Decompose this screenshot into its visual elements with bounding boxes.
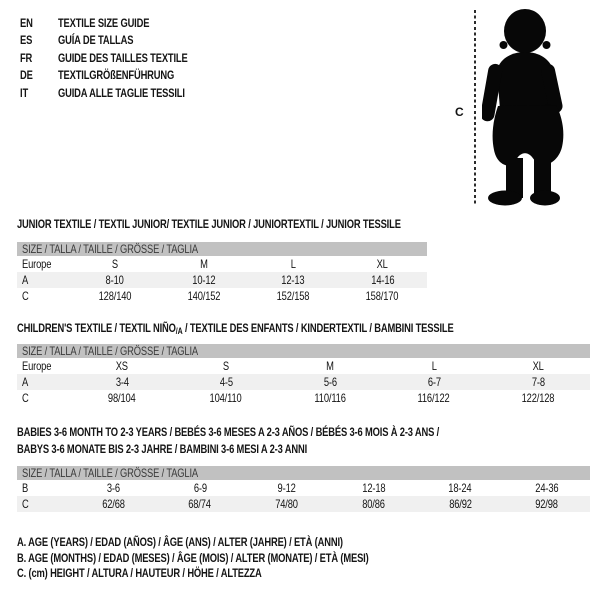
height-measure-line — [474, 10, 476, 206]
table-body — [17, 480, 590, 512]
language-code — [20, 32, 58, 49]
language-code — [20, 50, 58, 67]
size-cell-text: 122/128 — [521, 391, 555, 405]
size-cell — [157, 496, 244, 512]
size-cell-text: 74/80 — [275, 497, 298, 511]
size-cell — [70, 288, 159, 304]
size-cell — [70, 480, 157, 496]
baby-silhouette-icon — [482, 8, 577, 208]
table-title-children — [17, 320, 577, 337]
footnote-line — [17, 551, 468, 567]
language-code-text: FR — [20, 50, 33, 65]
size-cell-text: 92/98 — [535, 497, 559, 511]
footnote-text: B. AGE (MONTHS) / EDAD (MESES) / ÂGE (MOIS) / ALTER (MONATE) / ETÀ (MESI) — [17, 550, 369, 565]
size-cell-text: S — [111, 257, 118, 271]
row-label-text: B — [22, 481, 29, 495]
size-cell-text: XS — [115, 359, 129, 373]
table-title-text — [17, 441, 307, 458]
footnote-text: A. AGE (YEARS) / EDAD (AÑOS) / ÂGE (ANS) / ALTER (JAHRE) / ETÀ (ANNI) — [17, 535, 343, 549]
size-cell — [417, 480, 504, 496]
size-cell-text: 9-12 — [277, 481, 296, 495]
row-label-text: Europe — [22, 359, 52, 373]
row-label — [17, 374, 70, 390]
language-item — [20, 85, 224, 102]
size-cell-text: 6-7 — [427, 375, 441, 389]
row-label — [17, 358, 70, 374]
size-cell — [249, 288, 338, 304]
language-title-text: GUÍA DE TALLAS — [58, 33, 134, 48]
size-cell-text: M — [326, 359, 334, 373]
table-row — [17, 374, 590, 390]
footnote-text: C. (cm) HEIGHT / ALTURA / HAUTEUR / HÖHE / ALTEZZA — [17, 566, 262, 581]
table-title-line — [17, 441, 558, 458]
title-segment: BABYS 3-6 MONATE BIS 2-3 JAHRE / BAMBINI 3-6 MESI A 2-3 ANNI — [17, 442, 308, 456]
footnote-line — [17, 566, 468, 582]
size-cell — [382, 390, 486, 406]
size-cell-text: 116/122 — [417, 391, 451, 405]
size-cell-text: 14-16 — [370, 273, 394, 287]
footnote-line — [17, 535, 468, 551]
size-cell-text: 140/152 — [187, 289, 221, 303]
language-title — [58, 85, 221, 102]
table-title-line — [17, 320, 577, 337]
junior-textile-table — [17, 242, 427, 304]
size-cell-text: L — [431, 359, 437, 373]
size-cell — [159, 272, 248, 288]
language-item — [20, 67, 224, 84]
size-cell-text: XL — [376, 257, 388, 271]
size-cell-text: XL — [532, 359, 544, 373]
size-cell — [249, 272, 338, 288]
table-body — [17, 358, 590, 406]
size-cell — [174, 374, 278, 390]
row-label-text: C — [22, 497, 29, 511]
size-cell — [382, 358, 486, 374]
table-title-text — [17, 216, 401, 233]
title-segment: / TEXTILE DES ENFANTS / KINDERTEXTIL / BAMBINI TESSILE — [182, 321, 454, 335]
language-title-text: TEXTILE SIZE GUIDE — [58, 16, 150, 30]
size-cell — [486, 390, 590, 406]
language-title — [58, 67, 207, 84]
language-item — [20, 50, 224, 67]
size-cell — [278, 358, 382, 374]
size-cell — [486, 374, 590, 390]
size-cell-text: 128/140 — [98, 289, 131, 303]
language-code-text: DE — [20, 68, 33, 83]
title-segment: JUNIOR TEXTILE / TEXTIL JUNIOR/ TEXTILE JUNIOR / JUNIORTEXTIL / JUNIOR TESSILE — [17, 217, 401, 231]
size-cell — [503, 496, 590, 512]
table-body — [17, 256, 427, 304]
language-title-text: GUIDE DES TAILLES TEXTILE — [58, 50, 188, 65]
language-title-text: TEXTILGRÖßENFÜHRUNG — [58, 68, 175, 83]
size-cell-text: 110/116 — [314, 391, 346, 405]
table-header-label: SIZE / TALLA / TAILLE / GRÖSSE / TAGLIA — [22, 242, 198, 256]
size-cell-text: 158/170 — [365, 289, 399, 303]
size-cell — [278, 374, 382, 390]
size-cell — [338, 288, 427, 304]
size-cell — [486, 358, 590, 374]
row-label — [17, 480, 70, 496]
footnotes — [17, 535, 468, 582]
table-header-label: SIZE / TALLA / TAILLE / GRÖSSE / TAGLIA — [22, 344, 198, 358]
size-cell — [330, 496, 417, 512]
row-label — [17, 272, 70, 288]
table-row — [17, 288, 427, 304]
table-header-bar — [17, 242, 427, 256]
table-title-text — [17, 320, 454, 340]
row-label — [17, 256, 70, 272]
size-cell — [503, 480, 590, 496]
size-cell-text: 68/74 — [188, 497, 212, 511]
row-label-text: A — [22, 375, 29, 389]
table-header-bar — [17, 466, 590, 480]
size-cell-text: 18-24 — [448, 481, 472, 495]
size-cell — [278, 390, 382, 406]
table-header-label: SIZE / TALLA / TAILLE / GRÖSSE / TAGLIA — [22, 466, 198, 480]
size-cell-text: 8-10 — [105, 273, 124, 287]
language-code — [20, 85, 58, 102]
size-cell — [249, 256, 338, 272]
size-cell-text: 86/92 — [448, 497, 472, 511]
language-title — [58, 50, 224, 67]
size-cell-text: 104/110 — [209, 391, 243, 405]
table-row — [17, 358, 590, 374]
table-row — [17, 496, 590, 512]
row-label — [17, 390, 70, 406]
childrens-textile-table — [17, 344, 590, 406]
size-cell — [70, 256, 159, 272]
size-cell-text: 62/68 — [102, 497, 125, 511]
language-item — [20, 32, 224, 49]
size-cell-text: S — [222, 359, 230, 373]
language-code — [20, 67, 58, 84]
table-header-bar — [17, 344, 590, 358]
table-row — [17, 390, 590, 406]
table-row — [17, 256, 427, 272]
size-cell — [417, 496, 504, 512]
size-cell-text: 3-6 — [106, 481, 120, 495]
size-cell-text: 10-12 — [192, 273, 216, 287]
size-cell — [70, 272, 159, 288]
size-cell — [159, 256, 248, 272]
size-cell-text: 3-4 — [115, 375, 129, 389]
language-code — [20, 15, 58, 32]
size-cell-text: 24-36 — [535, 481, 559, 495]
size-cell — [70, 390, 174, 406]
row-label-text: C — [22, 289, 29, 303]
size-cell — [243, 496, 330, 512]
table-row — [17, 272, 427, 288]
row-label-text: A — [22, 273, 29, 287]
size-cell — [174, 358, 278, 374]
size-cell — [70, 496, 157, 512]
size-cell — [159, 288, 248, 304]
size-cell-text: 7-8 — [531, 375, 545, 389]
size-cell — [70, 374, 174, 390]
size-cell-text: 6-9 — [193, 481, 207, 495]
language-list — [20, 15, 224, 102]
size-cell-text: 12-13 — [281, 273, 305, 287]
size-cell — [70, 358, 174, 374]
size-cell — [174, 390, 278, 406]
size-cell-text: 152/158 — [276, 289, 310, 303]
table-row — [17, 480, 590, 496]
size-cell — [330, 480, 417, 496]
language-title — [58, 15, 175, 32]
table-title-text — [17, 424, 439, 441]
size-cell-text: 80/86 — [362, 497, 385, 511]
size-cell — [338, 256, 427, 272]
row-label — [17, 288, 70, 304]
size-cell — [338, 272, 427, 288]
size-cell-text: 12-18 — [361, 481, 385, 495]
title-segment: BABIES 3-6 MONTH TO 2-3 YEARS / BEBÉS 3-6 MESES A 2-3 AÑOS / BÉBÉS 3-6 MOIS À 2-3 ANS / — [17, 425, 440, 439]
size-cell — [157, 480, 244, 496]
title-segment: CHILDREN'S TEXTILE / TEXTIL NIÑO — [17, 321, 176, 335]
size-cell-text: M — [200, 257, 208, 271]
table-title-junior — [17, 216, 509, 233]
babies-textile-table — [17, 466, 590, 512]
language-code-text: EN — [20, 16, 33, 30]
row-label-text: C — [22, 391, 29, 405]
size-cell-text: 4-5 — [219, 375, 233, 389]
title-subscript: /A — [175, 326, 183, 336]
table-title-line — [17, 424, 558, 441]
size-cell — [382, 374, 486, 390]
size-cell-text: 5-6 — [323, 375, 337, 389]
height-measure-label: C — [455, 105, 464, 119]
language-title-text: GUIDA ALLE TAGLIE TESSILI — [58, 85, 185, 100]
language-item — [20, 15, 224, 32]
size-cell-text: 98/104 — [108, 391, 136, 405]
row-label — [17, 496, 70, 512]
table-title-line — [17, 216, 509, 233]
row-label-text: Europe — [22, 257, 52, 271]
language-code-text: ES — [20, 33, 33, 48]
table-title-babies — [17, 424, 558, 458]
size-cell-text: L — [290, 257, 296, 271]
language-title — [58, 32, 155, 49]
language-code-text: IT — [20, 85, 29, 100]
size-cell — [243, 480, 330, 496]
